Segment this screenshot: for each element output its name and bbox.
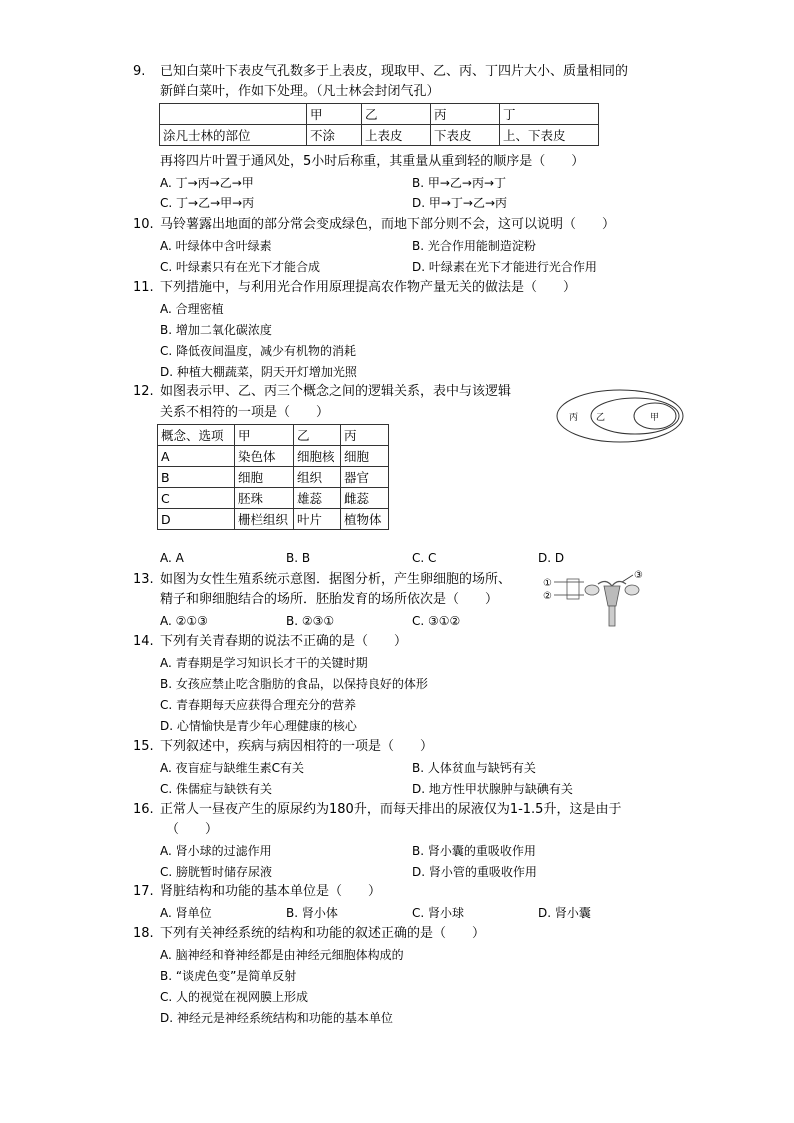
- figure-label-3: ③: [634, 570, 643, 581]
- q18-number: 18.: [133, 926, 154, 941]
- q11-option-c[interactable]: C. 降低夜间温度，减少有机物的消耗: [160, 344, 357, 358]
- q9-stem-line1: 已知白菜叶下表皮气孔数多于上表皮，现取甲、乙、丙、丁四片大小、质量相同的: [160, 64, 629, 79]
- q12-table-header-cell: 概念、选项: [158, 425, 235, 446]
- q12-table-cell: D: [158, 509, 235, 530]
- q11-number: 11.: [133, 280, 154, 295]
- q12-number: 12.: [133, 384, 154, 399]
- q12-option-a[interactable]: A. A: [160, 551, 184, 565]
- q13-stem-line2: 精子和卵细胞结合的场所．胚胎发育的场所依次是（ ）: [160, 592, 499, 607]
- q9-table-cell: 涂凡士林的部位: [160, 125, 307, 146]
- q13-stem-line1: 如图为女性生殖系统示意图．据图分析，产生卵细胞的场所、: [160, 572, 512, 587]
- q9-table-cell: 不涂: [307, 125, 362, 146]
- q12-stem-line2: 关系不相符的一项是（ ）: [160, 405, 330, 420]
- q12-option-c[interactable]: C. C: [412, 551, 437, 565]
- label-line-3: [622, 575, 633, 582]
- q16-option-c[interactable]: C. 膀胱暂时储存尿液: [160, 865, 273, 879]
- q14-stem: 下列有关青春期的说法不正确的是（ ）: [160, 634, 408, 649]
- q15-stem: 下列叙述中，疾病与病因相符的一项是（ ）: [160, 739, 434, 754]
- diagram-label-outer: 丙: [569, 413, 579, 423]
- q12-option-b[interactable]: B. B: [286, 551, 311, 565]
- q16-option-a[interactable]: A. 肾小球的过滤作用: [160, 844, 272, 858]
- q16-number: 16.: [133, 802, 154, 817]
- oviduct-shape: [598, 581, 626, 586]
- q17-option-c[interactable]: C. 肾小球: [412, 906, 465, 920]
- q15-option-a[interactable]: A. 夜盲症与缺维生素C有关: [160, 761, 305, 775]
- q9-table-cell: 上、下表皮: [500, 125, 599, 146]
- q17-option-d[interactable]: D. 肾小囊: [538, 906, 591, 920]
- q18-option-d[interactable]: D. 神经元是神经系统结构和功能的基本单位: [160, 1011, 393, 1025]
- q12-option-d[interactable]: D. D: [538, 551, 565, 565]
- q16-stem-line1: 正常人一昼夜产生的原尿约为180升，而每天排出的尿液仅为1-1.5升，这是由于: [160, 802, 622, 817]
- q10-option-a[interactable]: A. 叶绿体中含叶绿素: [160, 239, 272, 253]
- q10-option-d[interactable]: D. 叶绿素在光下才能进行光合作用: [412, 260, 597, 274]
- q14-option-a[interactable]: A. 青春期是学习知识长才干的关键时期: [160, 656, 368, 670]
- q9-table-header-cell: 丙: [431, 104, 500, 125]
- q18-stem: 下列有关神经系统的结构和功能的叙述正确的是（ ）: [160, 926, 486, 941]
- q12-table-cell: 栅栏组织: [235, 509, 294, 530]
- q12-table-cell: 雄蕊: [294, 488, 341, 509]
- q17-option-a[interactable]: A. 肾单位: [160, 906, 212, 920]
- q17-stem: 肾脏结构和功能的基本单位是（ ）: [160, 884, 382, 899]
- q16-option-d[interactable]: D. 肾小管的重吸收作用: [412, 865, 537, 879]
- q11-option-a[interactable]: A. 合理密植: [160, 302, 224, 316]
- q12-table-cell: 植物体: [341, 509, 389, 530]
- q10-stem: 马铃薯露出地面的部分常会变成绿色，而地下部分则不会，这可以说明（ ）: [160, 217, 616, 232]
- q12-table-cell: 细胞: [341, 446, 389, 467]
- female-reproductive-system-figure: [540, 568, 650, 630]
- q9-table: [159, 103, 599, 146]
- q17-number: 17.: [133, 884, 154, 899]
- q12-table-cell: 器官: [341, 467, 389, 488]
- diagram-label-middle: 乙: [596, 413, 606, 423]
- q9-table-header-cell: 丁: [500, 104, 599, 125]
- vagina-shape: [609, 606, 615, 626]
- q14-number: 14.: [133, 634, 154, 649]
- q18-option-c[interactable]: C. 人的视觉在视网膜上形成: [160, 990, 309, 1004]
- q9-option-d[interactable]: D. 甲→丁→乙→丙: [412, 196, 508, 210]
- q15-option-c[interactable]: C. 侏儒症与缺铁有关: [160, 782, 273, 796]
- q13-option-b[interactable]: B. ②③①: [286, 614, 335, 628]
- q12-table-cell: 叶片: [294, 509, 341, 530]
- uterus-shape: [604, 586, 620, 606]
- q9-option-a[interactable]: A. 丁→丙→乙→甲: [160, 176, 254, 190]
- q9-option-b[interactable]: B. 甲→乙→丙→丁: [412, 176, 507, 190]
- q17-option-b[interactable]: B. 肾小体: [286, 906, 338, 920]
- q9-stem-line3: 再将四片叶置于通风处，5小时后称重，其重量从重到轻的顺序是（ ）: [160, 154, 585, 169]
- right-ovary-shape: [625, 585, 639, 595]
- q12-table-header-cell: 丙: [341, 425, 389, 446]
- q9-stem-line2: 新鲜白菜叶，作如下处理。（凡士林会封闭气孔）: [160, 84, 440, 99]
- q16-option-b[interactable]: B. 肾小囊的重吸收作用: [412, 844, 536, 858]
- q11-stem: 下列措施中，与利用光合作用原理提高农作物产量无关的做法是（ ）: [160, 280, 577, 295]
- q11-option-d[interactable]: D. 种植大棚蔬菜，阴天开灯增加光照: [160, 365, 357, 379]
- figure-label-2: ②: [543, 591, 552, 602]
- q12-concept-diagram: [555, 388, 685, 444]
- q12-table-cell: C: [158, 488, 235, 509]
- q12-table-cell: 细胞: [235, 467, 294, 488]
- q18-option-b[interactable]: B. “谈虎色变”是简单反射: [160, 969, 297, 983]
- q10-option-c[interactable]: C. 叶绿素只有在光下才能合成: [160, 260, 321, 274]
- q18-option-a[interactable]: A. 脑神经和脊神经都是由神经元细胞体构成的: [160, 948, 404, 962]
- q12-table: [157, 424, 389, 530]
- q13-option-c[interactable]: C. ③①②: [412, 614, 461, 628]
- q12-stem-line1: 如图表示甲、乙、丙三个概念之间的逻辑关系，表中与该逻辑: [160, 384, 512, 399]
- q12-table-header-cell: 乙: [294, 425, 341, 446]
- q12-table-cell: 细胞核: [294, 446, 341, 467]
- q12-table-cell: B: [158, 467, 235, 488]
- q9-table-header-cell: 乙: [362, 104, 431, 125]
- q15-number: 15.: [133, 739, 154, 754]
- q15-option-d[interactable]: D. 地方性甲状腺肿与缺碘有关: [412, 782, 573, 796]
- q9-table-header-cell: 甲: [307, 104, 362, 125]
- q12-table-cell: 雌蕊: [341, 488, 389, 509]
- q9-number: 9.: [133, 64, 146, 79]
- q15-option-b[interactable]: B. 人体贫血与缺钙有关: [412, 761, 536, 775]
- q14-option-b[interactable]: B. 女孩应禁止吃含脂肪的食品，以保持良好的体形: [160, 677, 428, 691]
- q12-table-cell: 胚珠: [235, 488, 294, 509]
- q10-number: 10.: [133, 217, 154, 232]
- q12-table-header-cell: 甲: [235, 425, 294, 446]
- q9-table-cell: 上表皮: [362, 125, 431, 146]
- q12-table-cell: 染色体: [235, 446, 294, 467]
- q14-option-d[interactable]: D. 心情愉快是青少年心理健康的核心: [160, 719, 357, 733]
- q13-option-a[interactable]: A. ②①③: [160, 614, 208, 628]
- left-ovary-shape: [585, 585, 599, 595]
- q12-table-cell: A: [158, 446, 235, 467]
- q9-table-cell: 下表皮: [431, 125, 500, 146]
- q14-option-c[interactable]: C. 青春期每天应获得合理充分的营养: [160, 698, 357, 712]
- q12-table-cell: 组织: [294, 467, 341, 488]
- q11-option-b[interactable]: B. 增加二氧化碳浓度: [160, 323, 272, 337]
- q10-option-b[interactable]: B. 光合作用能制造淀粉: [412, 239, 536, 253]
- q9-table-header-cell: [160, 104, 307, 125]
- figure-label-1: ①: [543, 578, 552, 589]
- diagram-label-inner: 甲: [650, 413, 660, 423]
- q9-option-c[interactable]: C. 丁→乙→甲→丙: [160, 196, 255, 210]
- q16-stem-line2: （ ）: [166, 822, 219, 837]
- q13-number: 13.: [133, 572, 154, 587]
